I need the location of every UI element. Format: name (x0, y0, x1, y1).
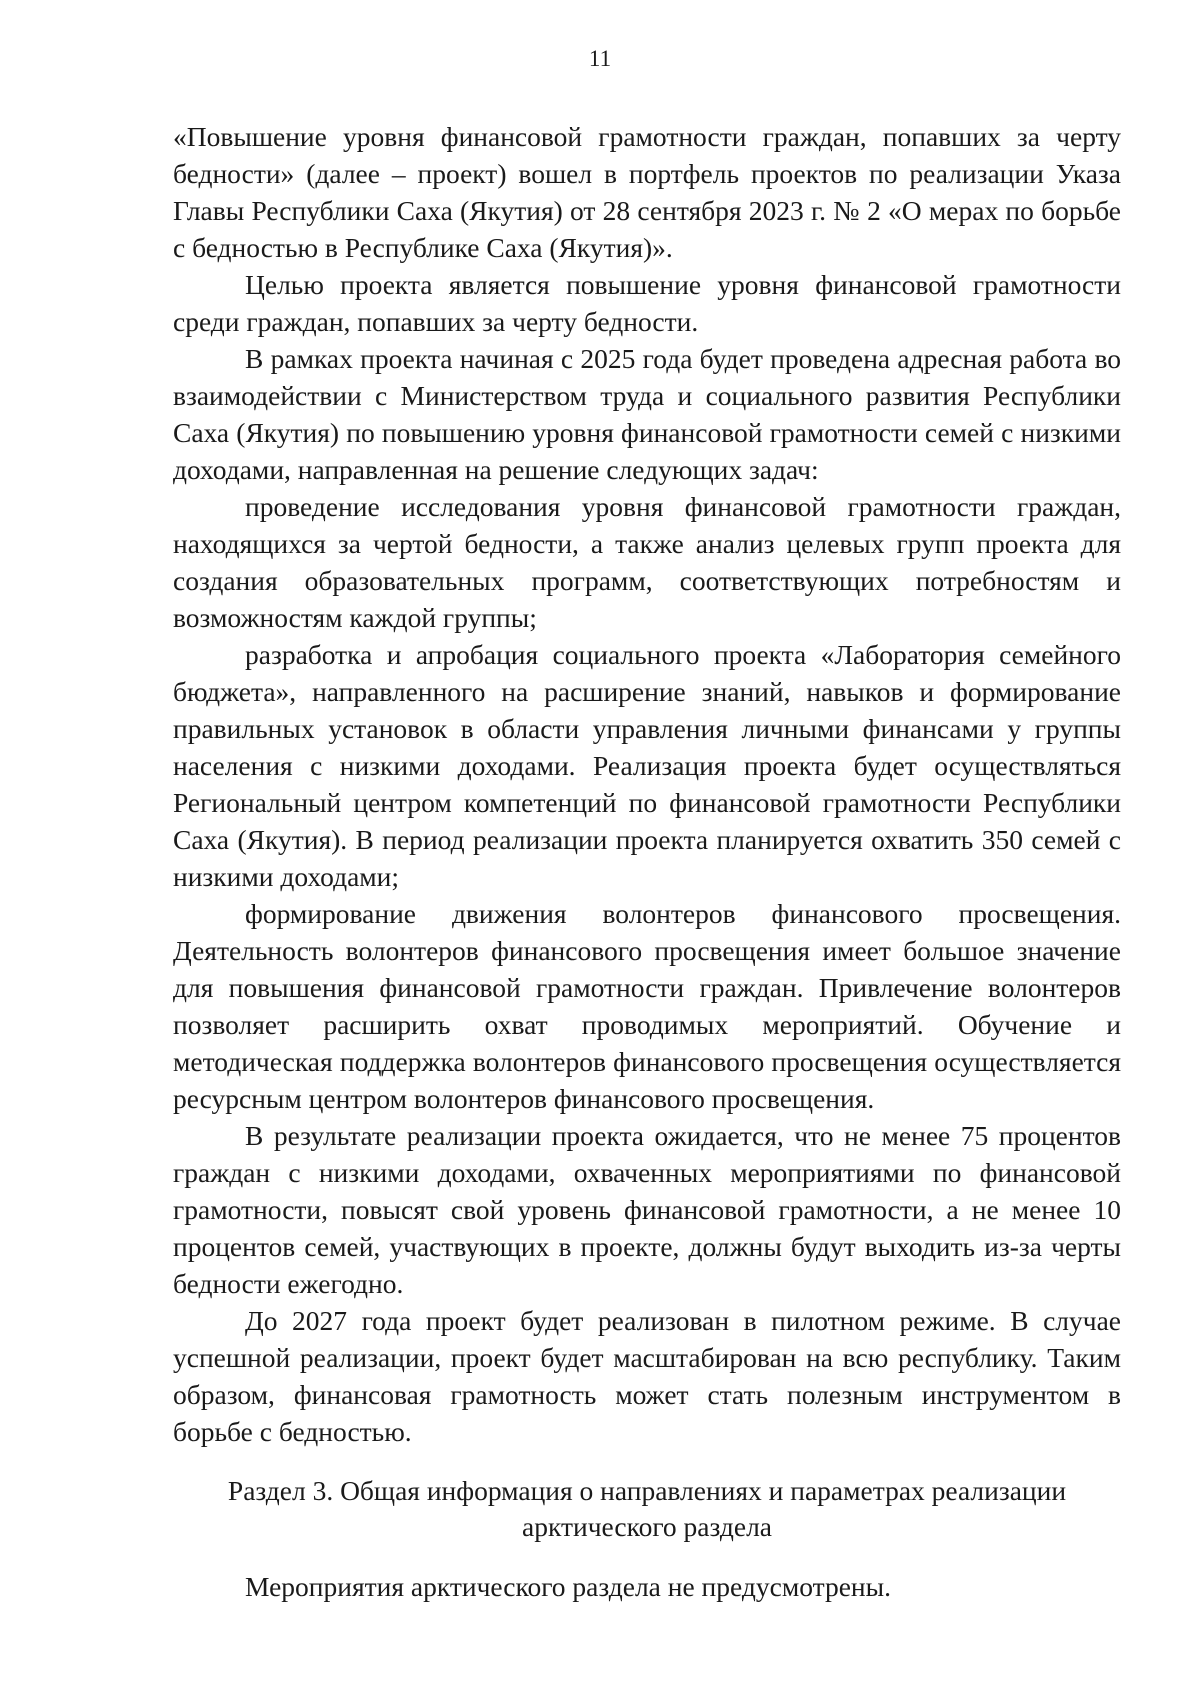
paragraph-task-volunteers: формирование движения волонтеров финансового просвещения. Деятельность волонтеров финансового просвещения имеет большое значение для повышения финансовой грамотности граждан. Привлечение волонтеров позволяет расширить охват проводимых мероприятий. Обучение и методическая поддержка волонтеров финансового просвещения осуществляется ресурсным центром волонтеров финансового просвещения. (173, 898, 1121, 1114)
paragraph-project-intro: «Повышение уровня финансовой грамотности граждан, попавших за черту бедности» (далее – проект) вошел в портфель проектов по реализации Указа Главы Республики Саха (Якутия) от 28 сентября 2023 г. № 2 «О мерах по борьбе с бедностью в Республике Саха (Якутия)». (173, 121, 1121, 263)
document-body (173, 118, 1121, 1605)
section-3-heading: Раздел 3. Общая информация о направлениях и параметрах реализации арктического раздела (227, 1475, 1067, 1542)
section-3-text: Мероприятия арктического раздела не предусмотрены. (245, 1571, 891, 1602)
paragraph-task-family-budget-lab: разработка и апробация социального проекта «Лаборатория семейного бюджета», направленного на расширение знаний, навыков и формирование правильных установок в области управления личными финансами у группы населения с низкими доходами. Реализация проекта будет осуществляться Региональный центром компетенций по финансовой грамотности Республики Саха (Якутия). В период реализации проекта планируется охватить 350 семей с низкими доходами; (173, 639, 1121, 892)
paragraph-task-research: проведение исследования уровня финансовой грамотности граждан, находящихся за чертой бедности, а также анализ целевых групп проекта для создания образовательных программ, соответствующих потребностям и возможностям каждой группы; (173, 491, 1121, 633)
paragraph-project-goal: Целью проекта является повышение уровня финансовой грамотности среди граждан, попавших за черту бедности. (173, 269, 1121, 337)
page-number: 11 (588, 46, 612, 71)
paragraph-project-scope: В рамках проекта начиная с 2025 года будет проведена адресная работа во взаимодействии с Министерством труда и социального развития Республики Саха (Якутия) по повышению уровня финансовой грамотности семей с низкими доходами, направленная на решение следующих задач: (173, 343, 1121, 485)
paragraph-pilot-mode: До 2027 года проект будет реализован в пилотном режиме. В случае успешной реализации, проект будет масштабирован на всю республику. Таким образом, финансовая грамотность может стать полезным инструментом в борьбе с бедностью. (173, 1305, 1121, 1447)
paragraph-expected-results: В результате реализации проекта ожидается, что не менее 75 процентов граждан с низкими доходами, охваченных мероприятиями по финансовой грамотности, повысят свой уровень финансовой грамотности, а не менее 10 процентов семей, участвующих в проекте, должны будут выходить из-за черты бедности ежегодно. (173, 1120, 1121, 1299)
